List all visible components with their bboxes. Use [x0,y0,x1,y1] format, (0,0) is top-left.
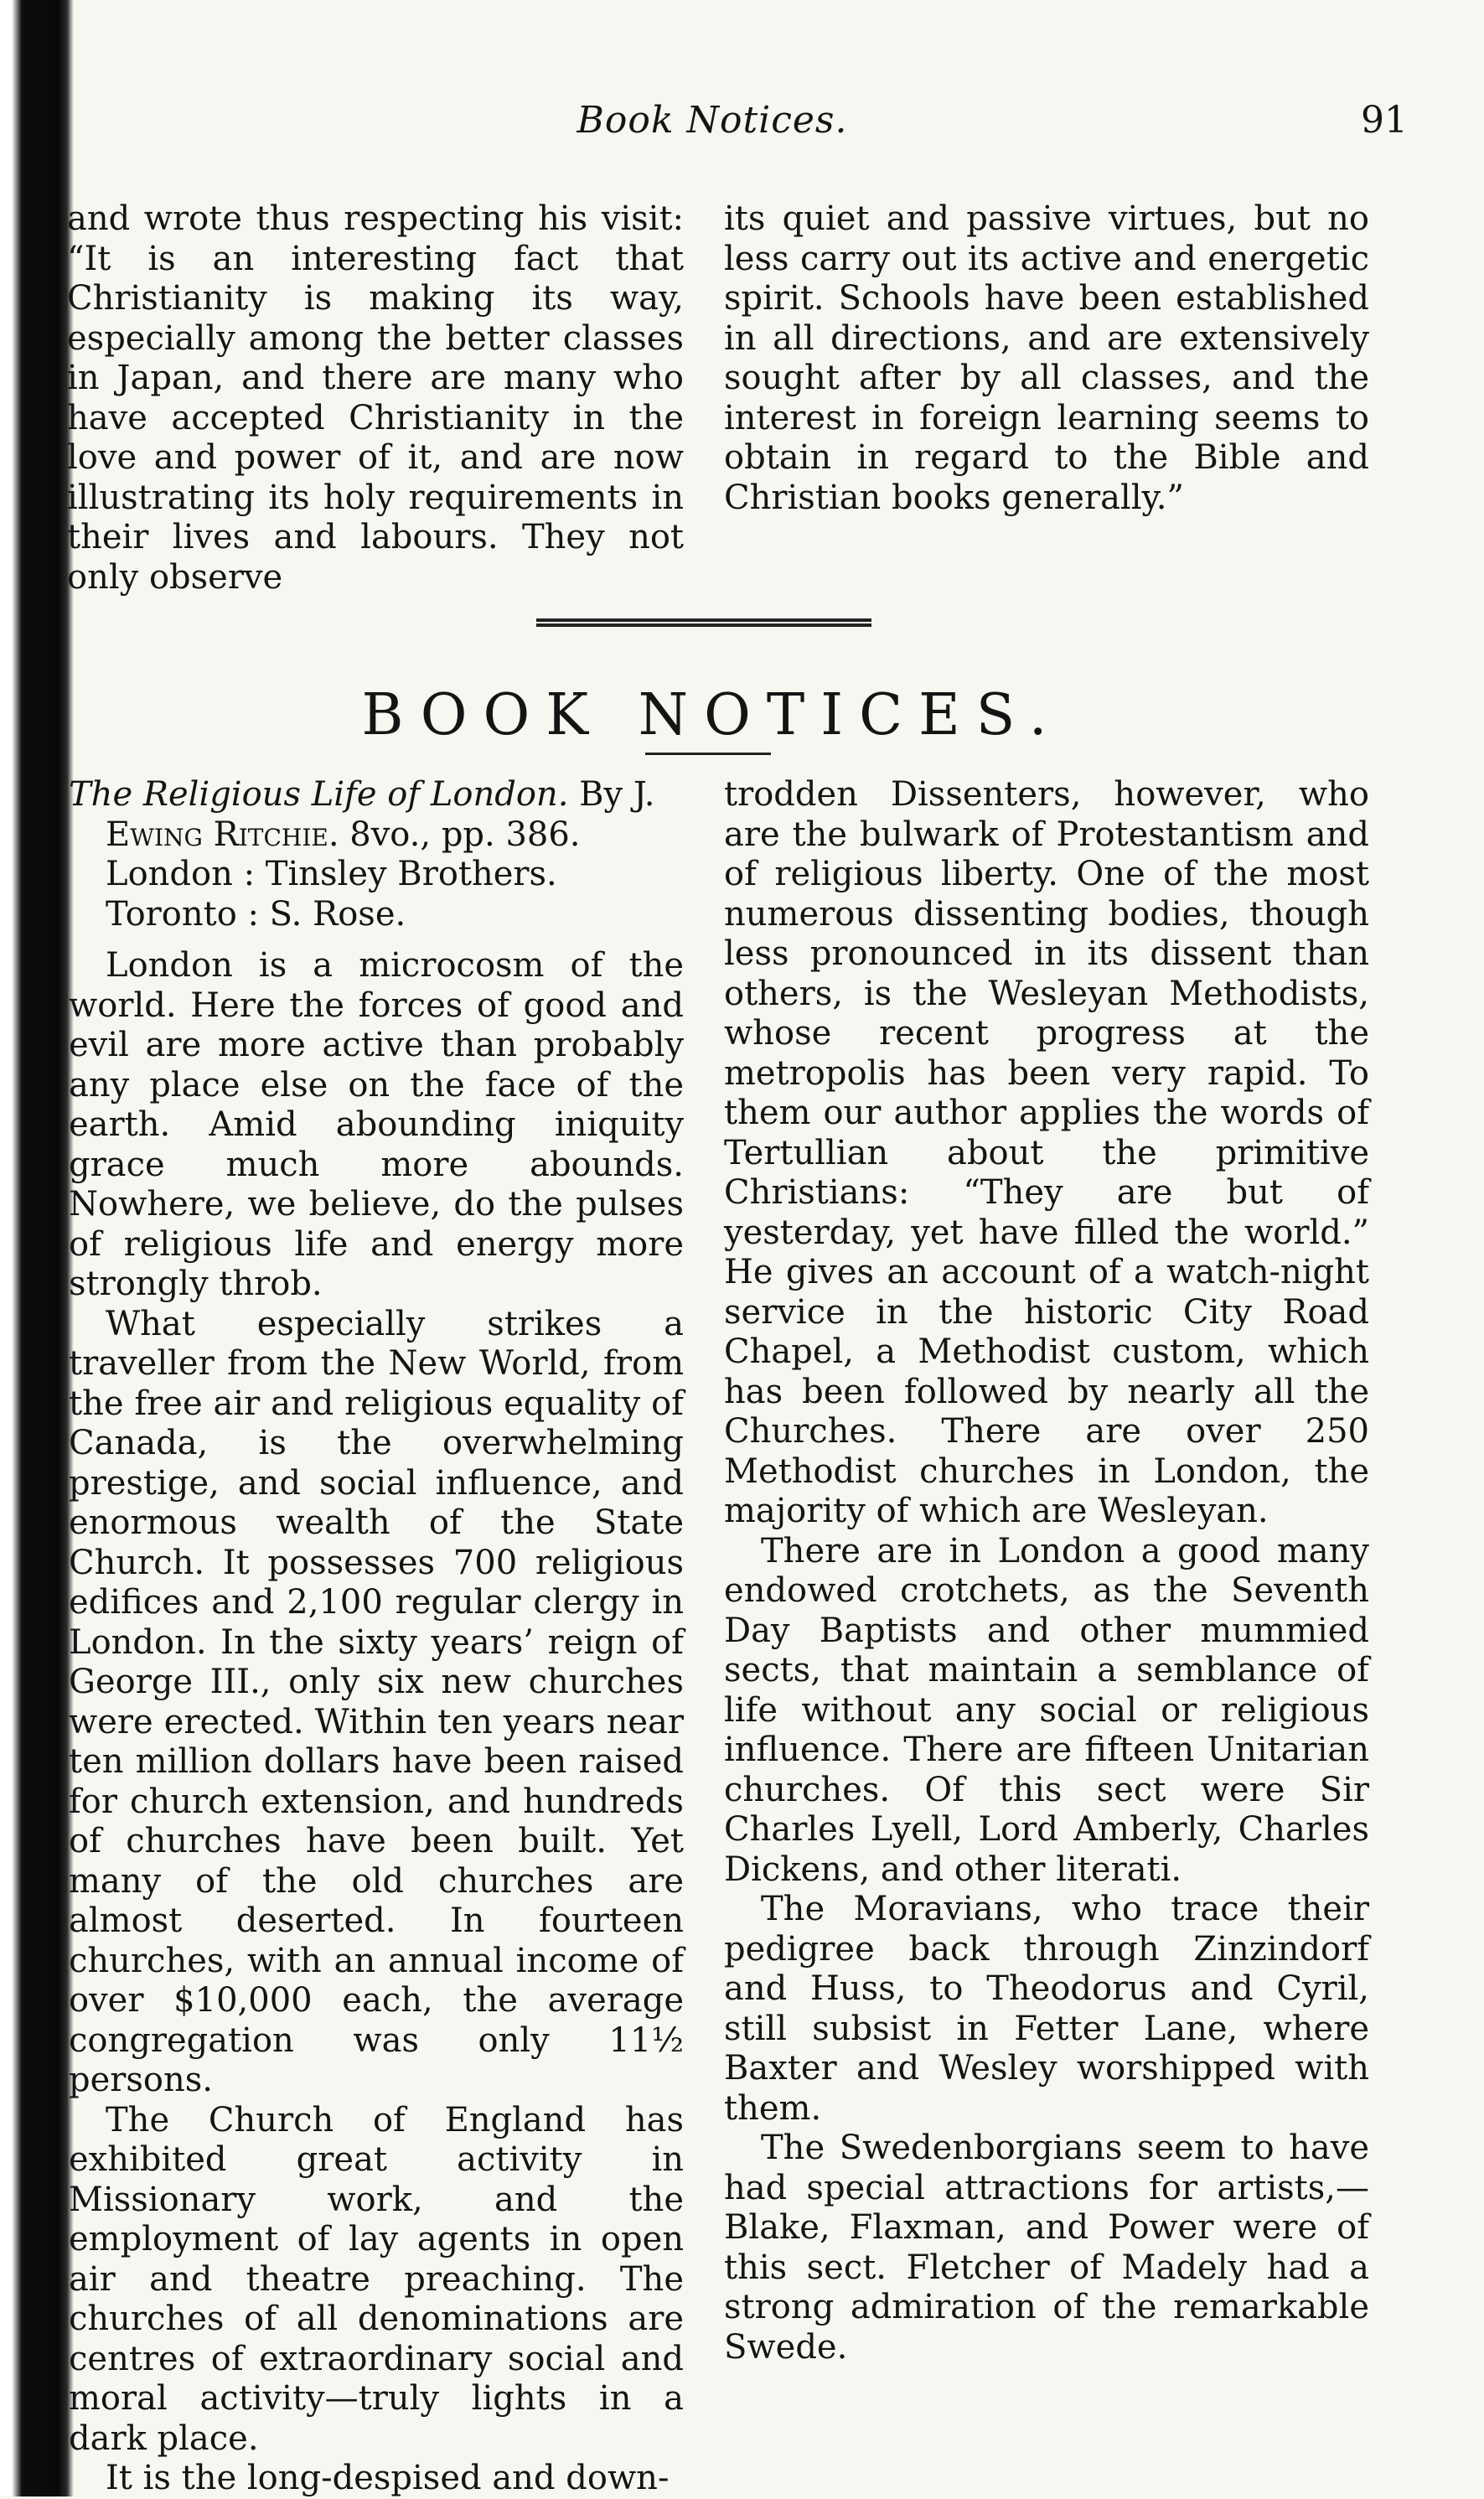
bottom-left-column [69,775,684,2499]
paragraph: London is a microcosm of the world. Here the forces of good and evil are more active than probably any place else on the face of the earth. Amid abounding iniquity grace much more abounds. Nowhere, we believe, do the pulses of religious life and energy more strongly throb. [69,946,684,1303]
book-author: J. Ewing Ritchie. [106,775,655,854]
section-title: BOOK NOTICES. [361,682,1063,748]
paragraph: The Moravians, who trace their pedigree back through Zinzindorf and Huss, to Theodorus and Cyril, still subsist in Fetter Lane, where Baxter and Wesley worshipped with them. [724,1890,1369,2128]
paragraph: The Church of England has exhibited great activity in Missionary work, and the employment of lay agents in open air and theatre preaching. The churches of all denominations are centres of extraordinary social and moral activity—truly lights in a dark place. [69,2100,684,2458]
book-citation [69,775,684,934]
book-title: The Religious Life of London. [69,775,569,814]
title-underline-rule [645,753,771,755]
top-left-column [67,199,684,598]
double-rule-divider [536,618,871,627]
book-binding-edge [0,0,74,2496]
top-right-column [724,199,1369,518]
book-details: 8vo., pp. 386. London : Tinsley Brothers. Toronto : S. Rose. [106,815,581,934]
paragraph: There are in London a good many endowed crotchets, as the Seventh Day Baptists and other mummied sects, that maintain a semblance of life without any social or religious influence. There are fifteen Unitarian churches. Of this sect were Sir Charles Lyell, Lord Amberly, Charles Dickens, and other literati. [724,1531,1369,1889]
running-title: Book Notices. [577,99,848,142]
paragraph: trodden Dissenters, however, who are the bulwark of Protestantism and of religious liberty. One of the most numerous dissenting bodies, though less pronounced in its dissent than others, is the Wesleyan Methodists, whose recent progress at the metropolis has been very rapid. To them our author applies the words of Tertullian about the primitive Christians: “They are but of yesterday, yet have filled the world.” He gives an account of a watch-night service in the historic City Road Chapel, a Methodist custom, which has been followed by nearly all the Churches. There are over 250 Methodist churches in London, the majority of which are Wesleyan. [724,775,1369,1530]
page-number: 91 [1361,99,1408,142]
bottom-right-column [724,775,1369,2367]
paragraph: and wrote thus respecting his visit: “It is an interesting fact that Christianity is making its way, especially among the better classes in Japan, and there are many who have accepted Christianity in the love and power of it, and are now illustrating its holy requirements in their lives and labours. They not only observe [67,199,684,597]
book-by: By [579,775,623,814]
paragraph: What especially strikes a traveller from the New World, from the free air and religious equality of Canada, is the overwhelming prestige, and social influence, and enormous wealth of the State Church. It possesses 700 religious edifices and 2,100 regular clergy in London. In the sixty years’ reign of George III., only six new churches were erected. Within ten years near ten million dollars have been raised for church extension, and hundreds of churches have been built. Yet many of the old churches are almost deserted. In fourteen churches, with an annual income of over $10,000 each, the average congregation was only 11½ persons. [69,1304,684,2099]
paragraph: The Swedenborgians seem to have had special attractions for artists,—Blake, Flaxman, and Power were of this sect. Fletcher of Madely had a strong admiration of the remarkable Swede. [724,2129,1369,2367]
paragraph: It is the long-despised and down- [106,2459,670,2497]
paragraph: its quiet and passive virtues, but no less carry out its active and energetic spirit. Schools have been established in all directions, and are extensively sought after by all classes, and the interest in foreign learning seems to obtain in regard to the Bible and Christian books generally.” [724,199,1369,517]
